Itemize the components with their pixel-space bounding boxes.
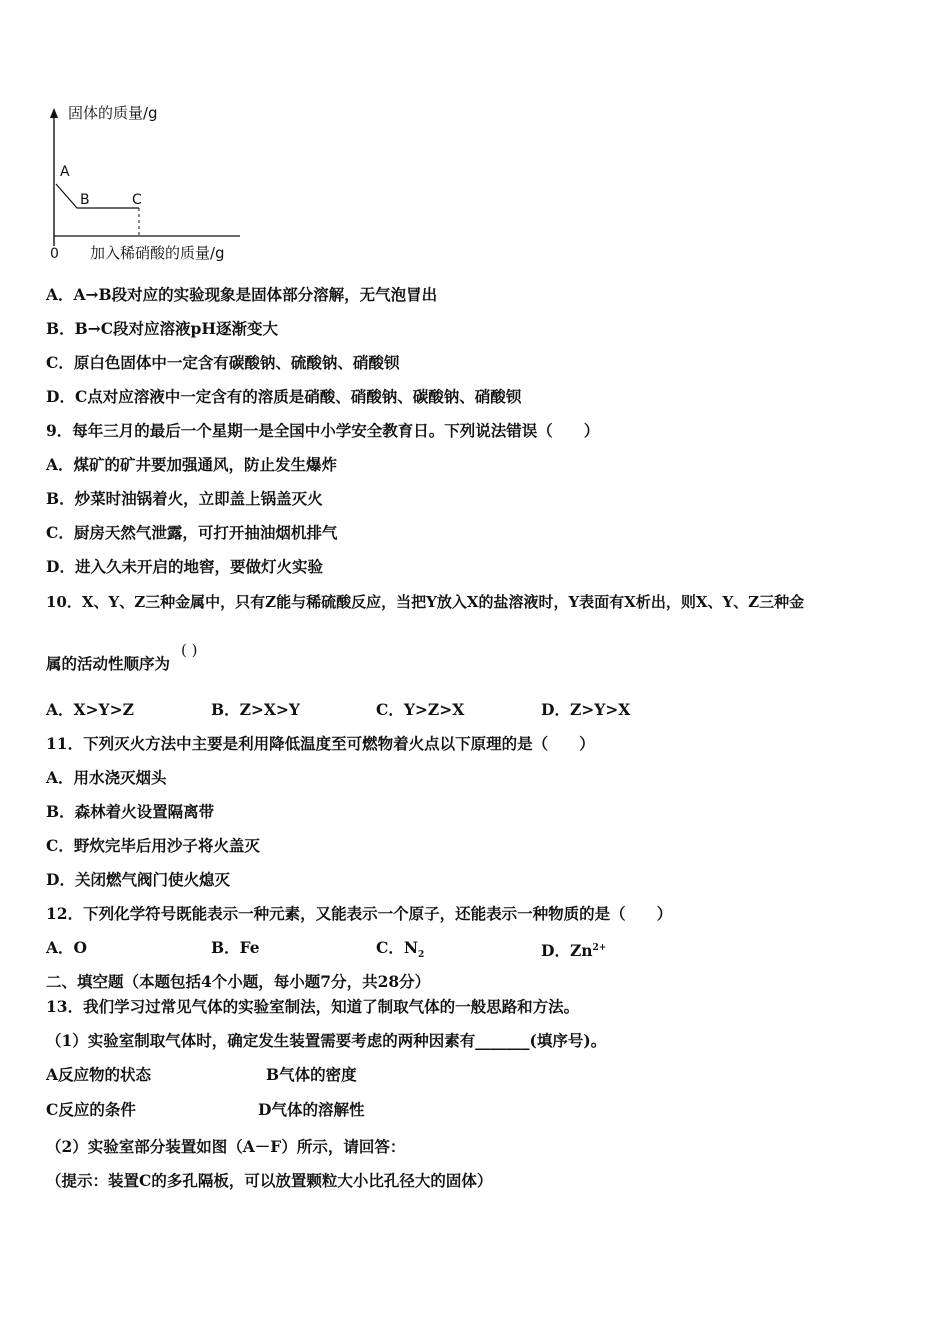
q10-option-c: C．Y>Z>X xyxy=(376,700,465,719)
q9-option-d: D．进入久未开启的地窖，要做灯火实验 xyxy=(46,557,323,576)
q9-option-b: B．炒菜时油锅着火，立即盖上锅盖灭火 xyxy=(46,489,323,508)
q8-option-d: D．C点对应溶液中一定含有的溶质是硝酸、硝酸钠、碳酸钠、硝酸钡 xyxy=(46,387,522,406)
q11-option-b: B．森林着火设置隔离带 xyxy=(46,802,215,821)
q12-option-a: A．O xyxy=(46,938,88,957)
q9-option-c: C．厨房天然气泄露，可打开抽油烟机排气 xyxy=(46,523,338,542)
q13-option-c: C反应的条件 xyxy=(46,1100,136,1119)
q12-option-d xyxy=(541,938,606,961)
q10-stem-line1: 10．X、Y、Z三种金属中，只有Z能与稀硫酸反应，当把Y放入X的盐溶液时，Y表面有X析出，则X、Y、Z三种金 xyxy=(46,593,805,611)
q11-stem: 11．下列灭火方法中主要是利用降低温度至可燃物着火点以下原理的是（ ） xyxy=(46,734,595,753)
q10-option-b: B．Z>X>Y xyxy=(211,700,300,719)
x-axis-label: 加入稀硝酸的质量/g xyxy=(90,244,225,262)
q8-option-b: B．B→C段对应溶液pH逐渐变大 xyxy=(46,319,279,338)
q11-option-d: D．关闭燃气阀门使火熄灭 xyxy=(46,870,230,889)
q12-option-c-text: C．N xyxy=(376,938,419,957)
q11-option-a: A．用水浇灭烟头 xyxy=(46,768,167,787)
q10-answer-paren: ( ) xyxy=(181,641,198,659)
q11-option-c: C．野炊完毕后用沙子将火盖灭 xyxy=(46,836,260,855)
y-axis-arrow xyxy=(50,108,58,118)
q12-option-d-text: D．Zn xyxy=(541,941,593,961)
point-b-label: B xyxy=(80,192,90,208)
q13-option-d: D气体的溶解性 xyxy=(258,1100,365,1119)
q12-option-d-superscript: 2+ xyxy=(592,943,607,953)
q12-option-b: B．Fe xyxy=(211,938,260,957)
q13-part2: （2）实验室部分装置如图（A－F）所示，请回答： xyxy=(46,1137,406,1156)
point-a-label: A xyxy=(60,164,70,180)
q10-stem-line2: 属的活动性顺序为 xyxy=(46,654,171,673)
section-2-heading: 二、填空题（本题包括4个小题，每小题7分，共28分） xyxy=(46,972,431,991)
q13-option-a: A反应物的状态 xyxy=(46,1065,152,1084)
mass-curve xyxy=(56,184,139,208)
q13-stem: 13．我们学习过常见气体的实验室制法，知道了制取气体的一般思路和方法。 xyxy=(46,997,580,1016)
point-c-label: C xyxy=(132,192,142,208)
q10-option-a: A．X>Y>Z xyxy=(46,700,134,719)
q12-stem: 12．下列化学符号既能表示一种元素，又能表示一个原子，还能表示一种物质的是（ ） xyxy=(46,904,673,923)
q9-stem: 9．每年三月的最后一个星期一是全国中小学安全教育日。下列说法错误（ ） xyxy=(46,421,600,440)
q8-option-a: A．A→B段对应的实验现象是固体部分溶解，无气泡冒出 xyxy=(46,285,438,304)
q9-option-a: A．煤矿的矿井要加强通风，防止发生爆炸 xyxy=(46,455,338,474)
q13-hint: （提示：装置C的多孔隔板，可以放置颗粒大小比孔径大的固体） xyxy=(46,1171,493,1190)
solid-mass-graph xyxy=(40,96,260,266)
q10-option-d: D．Z>Y>X xyxy=(541,700,631,719)
origin-label: 0 xyxy=(50,246,59,262)
q12-option-c xyxy=(376,938,424,965)
q12-option-c-subscript: 2 xyxy=(418,950,425,961)
y-axis-label: 固体的质量/g xyxy=(68,104,158,122)
q13-part1: （1）实验室制取气体时，确定发生装置需要考虑的两种因素有_______(填序号)。 xyxy=(46,1031,607,1050)
q13-option-b: B气体的密度 xyxy=(266,1065,357,1084)
q8-option-c: C．原白色固体中一定含有碳酸钠、硫酸钠、硝酸钡 xyxy=(46,353,400,372)
